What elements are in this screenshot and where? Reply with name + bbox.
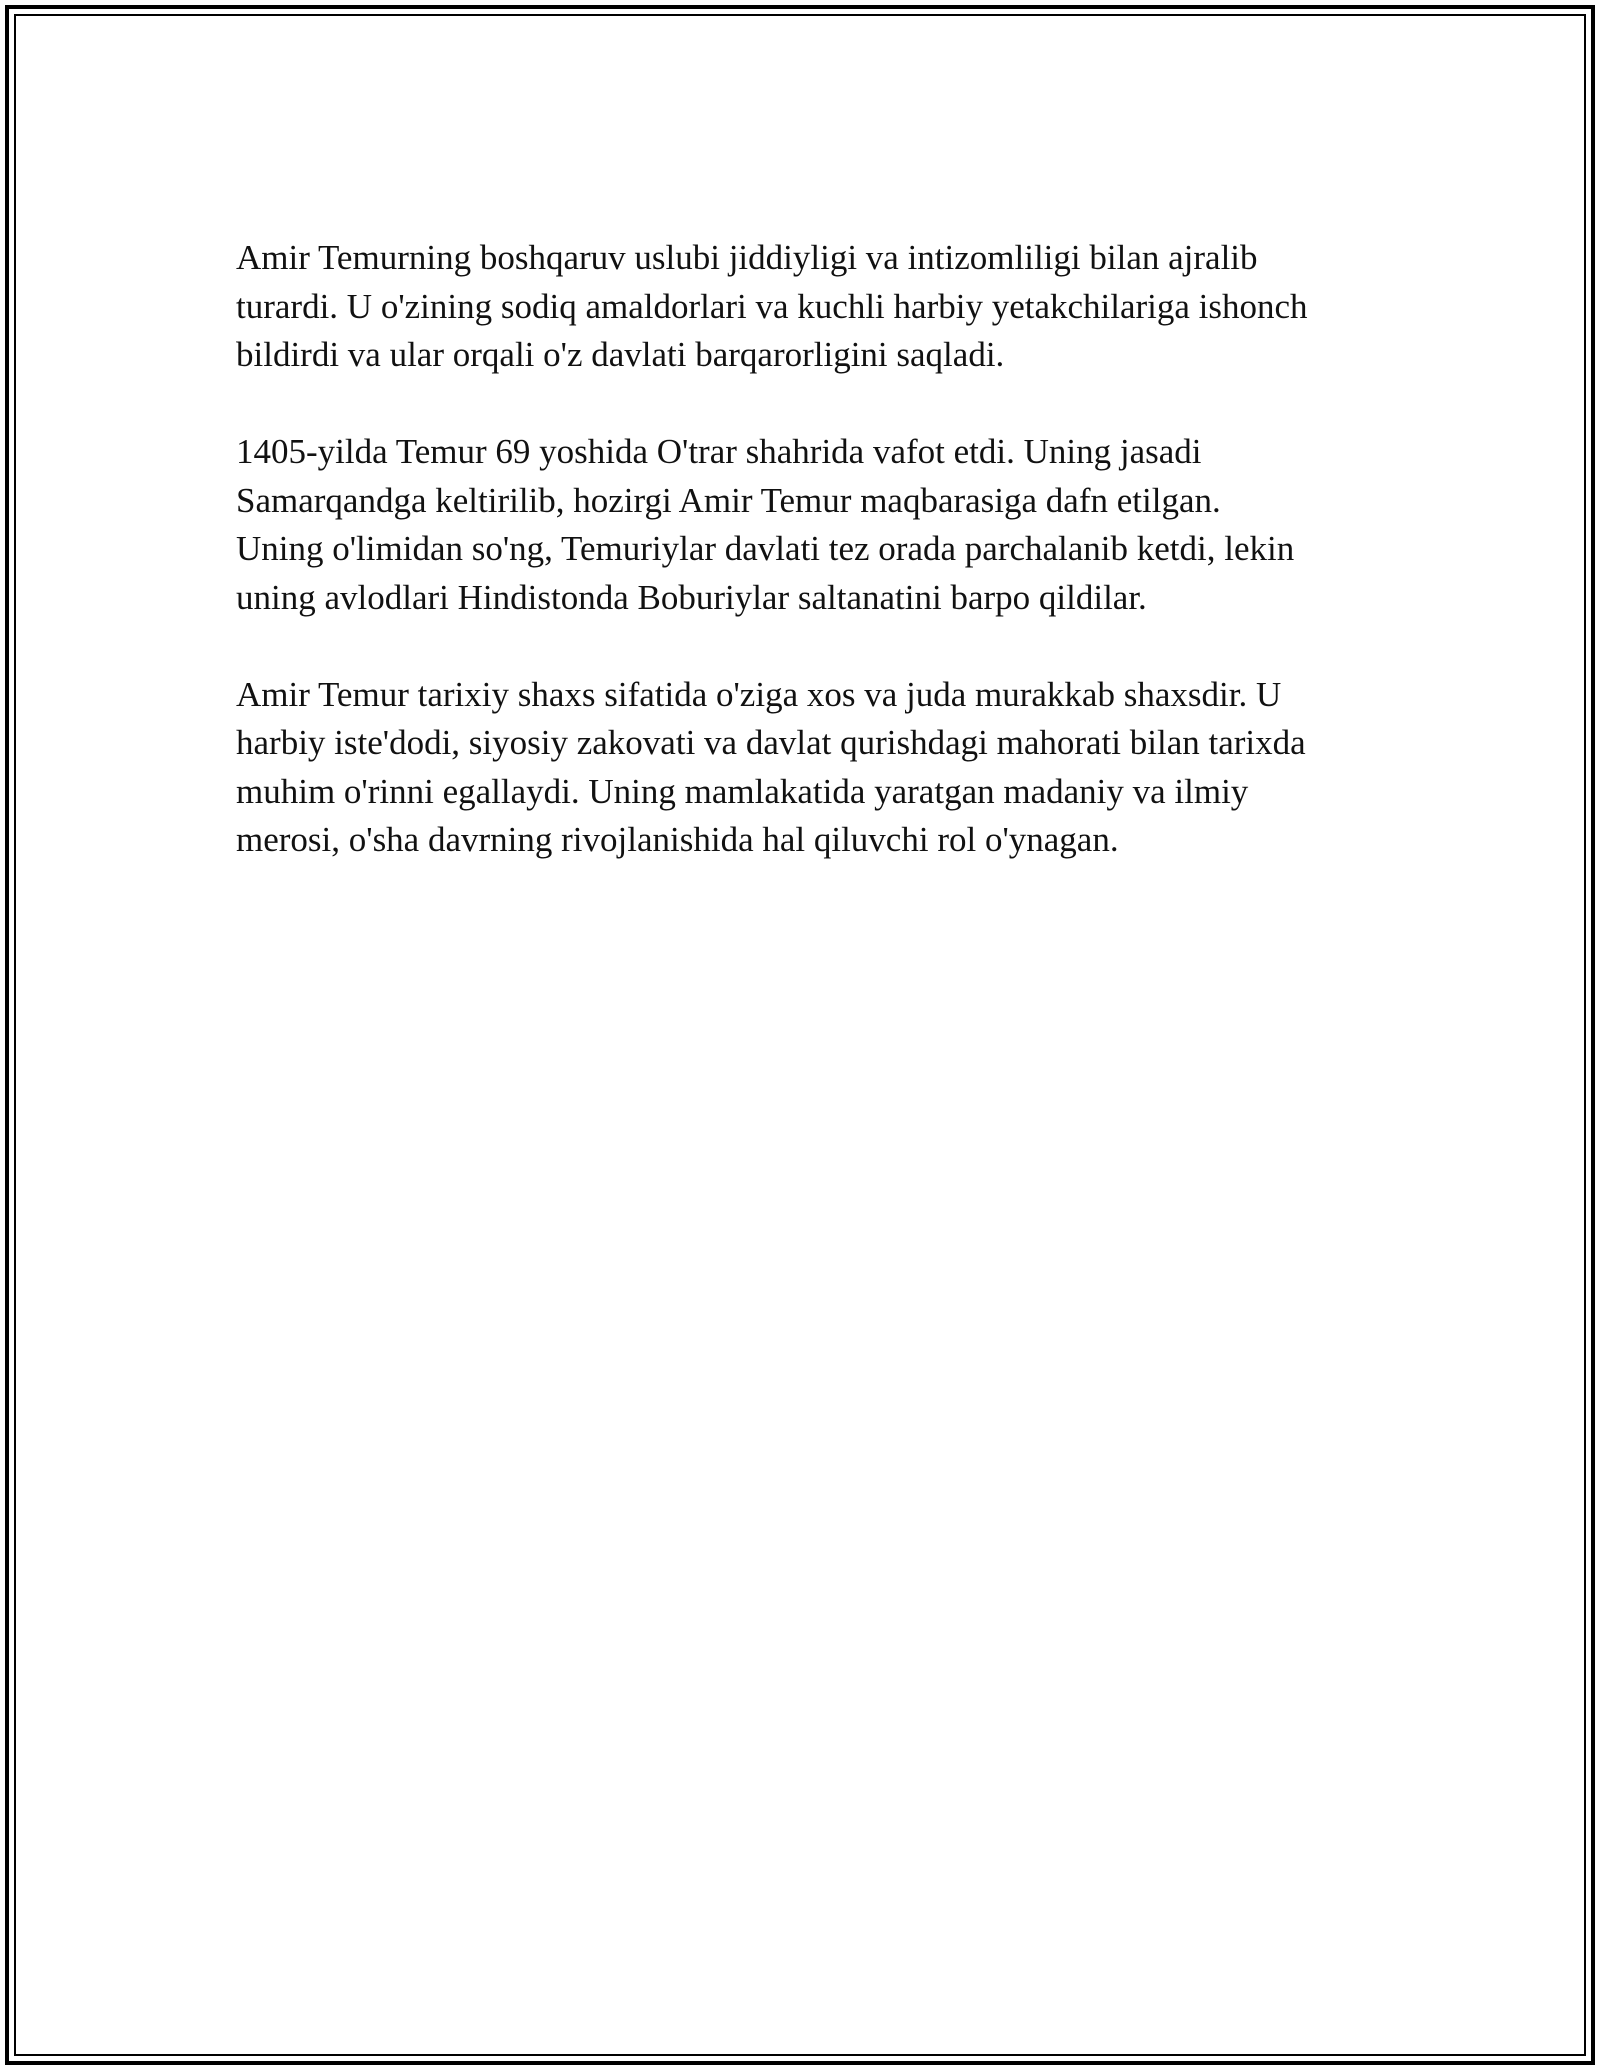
paragraph-line: Uning o'limidan so'ng, Temuriylar davlati tez orada parchalanib ketdi, lekin	[236, 529, 1295, 568]
paragraph-line: Amir Temur tarixiy shaxs sifatida o'ziga xos va juda murakkab shaxsdir. U	[236, 674, 1282, 714]
paragraph-line: Samarqandga keltirilib, hozirgi Amir Temur maqbarasiga dafn etilgan.	[236, 480, 1221, 520]
paragraph-2	[236, 428, 1366, 622]
paragraph-3	[236, 671, 1366, 865]
paragraph-1	[236, 234, 1366, 380]
paragraph-line: bildirdi va ular orqali o'z davlati barqarorligini saqladi.	[236, 335, 1005, 374]
paragraph-line: turardi. U o'zining sodiq amaldorlari va kuchli harbiy yetakchilariga ishonch	[236, 286, 1308, 326]
document-body	[236, 234, 1366, 913]
paragraph-line: uning avlodlari Hindistonda Boburiylar saltanatini barpo qildilar.	[236, 577, 1147, 617]
paragraph-line: 1405-yilda Temur 69 yoshida O'trar shahrida vafot etdi. Uning jasadi	[236, 432, 1202, 471]
paragraph-line: Amir Temurning boshqaruv uslubi jiddiyligi va intizomliligi bilan ajralib	[236, 238, 1258, 277]
paragraph-line: muhim o'rinni egallaydi. Uning mamlakatida yaratgan madaniy va ilmiy	[236, 771, 1249, 811]
paragraph-line: merosi, o'sha davrning rivojlanishida hal qiluvchi rol o'ynagan.	[236, 820, 1119, 859]
paragraph-line: harbiy iste'dodi, siyosiy zakovati va davlat qurishdagi mahorati bilan tarixda	[236, 723, 1306, 762]
